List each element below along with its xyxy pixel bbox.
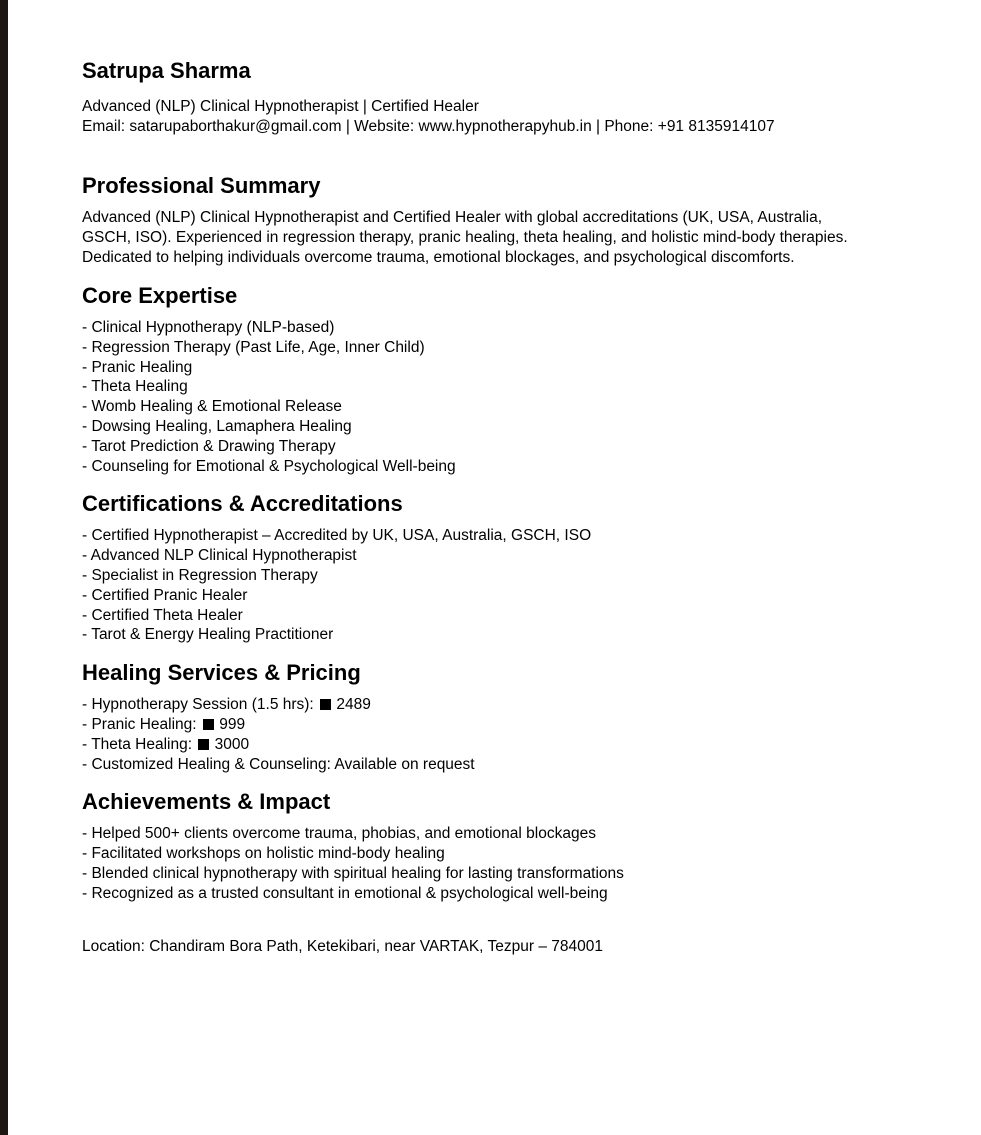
expertise-item: - Womb Healing & Emotional Release <box>82 398 342 416</box>
certification-item: - Advanced NLP Clinical Hypnotherapist <box>82 547 357 565</box>
summary-line: Dedicated to helping individuals overcome trauma, emotional blockages, and psychological discomforts. <box>82 249 795 266</box>
header-contact-block <box>82 97 962 137</box>
certifications-list <box>82 526 962 645</box>
achievement-item: - Recognized as a trusted consultant in emotional & psychological well-being <box>82 884 608 902</box>
service-label: - Pranic Healing: <box>82 715 201 733</box>
achievement-item: - Helped 500+ clients overcome trauma, phobias, and emotional blockages <box>82 825 596 843</box>
service-label: - Hypnotherapy Session (1.5 hrs): <box>82 696 319 714</box>
certification-item: - Certified Hypnotherapist – Accredited by UK, USA, Australia, GSCH, ISO <box>82 527 592 545</box>
expertise-item: - Tarot Prediction & Drawing Therapy <box>82 437 336 455</box>
certification-item: - Certified Theta Healer <box>82 606 243 624</box>
service-price: 3000 <box>214 735 250 753</box>
certifications-title: Certifications & Accreditations <box>82 491 403 517</box>
expertise-item: - Counseling for Emotional & Psychological Well-being <box>82 457 456 475</box>
expertise-title: Core Expertise <box>82 283 238 308</box>
currency-glyph-icon <box>203 719 214 730</box>
resume-document <box>82 57 962 957</box>
service-price: 999 <box>219 715 246 733</box>
expertise-item: - Clinical Hypnotherapy (NLP-based) <box>82 319 335 336</box>
summary-paragraph <box>82 208 962 268</box>
service-price: 2489 <box>336 696 371 714</box>
certification-item: - Tarot & Energy Healing Practitioner <box>82 626 334 644</box>
resume-name: Satrupa Sharma <box>82 58 251 83</box>
achievement-item: - Blended clinical hypnotherapy with spiritual healing for lasting transformations <box>82 864 624 882</box>
service-label: - Theta Healing: <box>82 735 197 753</box>
expertise-item: - Dowsing Healing, Lamaphera Healing <box>82 417 352 435</box>
expertise-list <box>82 318 962 476</box>
expertise-item: - Theta Healing <box>82 378 188 396</box>
services-title: Healing Services & Pricing <box>82 660 361 686</box>
achievement-item: - Facilitated workshops on holistic mind-body healing <box>82 845 445 863</box>
tagline: Advanced (NLP) Clinical Hypnotherapist | Certified Healer <box>82 98 479 115</box>
currency-glyph-icon <box>198 739 209 750</box>
service-item <box>82 715 962 735</box>
contact-line: Email: satarupaborthakur@gmail.com | Website: www.hypnotherapyhub.in | Phone: +91 8135914107 <box>82 118 775 135</box>
expertise-item: - Regression Therapy (Past Life, Age, Inner Child) <box>82 338 425 356</box>
achievements-title: Achievements & Impact <box>82 789 331 815</box>
service-item <box>82 695 962 715</box>
summary-line: GSCH, ISO). Experienced in regression therapy, pranic healing, theta healing, and holistic mind-body therapies. <box>82 229 848 246</box>
expertise-item: - Pranic Healing <box>82 358 193 376</box>
services-list <box>82 695 962 774</box>
service-item <box>82 735 962 755</box>
summary-title: Professional Summary <box>82 173 321 198</box>
page-left-border <box>0 0 8 1135</box>
certification-item: - Certified Pranic Healer <box>82 586 248 604</box>
location-line: Location: Chandiram Bora Path, Ketekibari, near VARTAK, Tezpur – 784001 <box>82 937 603 955</box>
summary-line: Advanced (NLP) Clinical Hypnotherapist and Certified Healer with global accreditations (UK, USA, Australia, <box>82 209 823 226</box>
service-item: - Customized Healing & Counseling: Available on request <box>82 755 475 773</box>
achievements-list <box>82 824 962 903</box>
certification-item: - Specialist in Regression Therapy <box>82 566 318 584</box>
currency-glyph-icon <box>320 699 331 710</box>
